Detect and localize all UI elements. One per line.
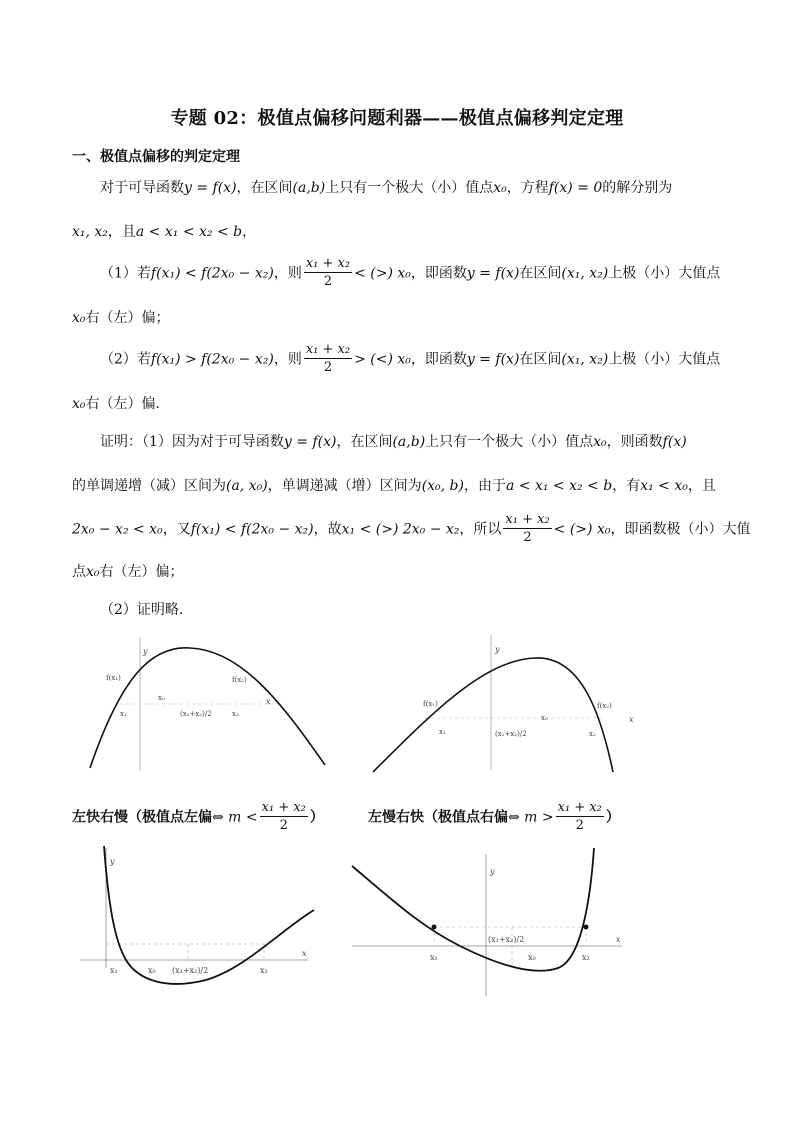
x-label: x	[266, 697, 271, 706]
caption-text: ）	[605, 809, 620, 826]
math-expr: < (>) x₀	[553, 521, 611, 538]
math-expr: y = f(x)	[466, 351, 520, 368]
intro-line-2	[72, 222, 256, 242]
proof-text: ，则函数	[606, 434, 663, 450]
fraction	[503, 512, 551, 547]
math-expr: < (>) x₀	[354, 265, 411, 282]
item-text: 右（左）偏；	[85, 310, 170, 326]
x-label: x	[302, 949, 307, 958]
fraction	[556, 800, 604, 835]
item1-line-2	[72, 308, 170, 328]
math-expr: ⇔ m <	[212, 809, 258, 826]
caption-left	[72, 800, 324, 835]
fraction-denominator: 2	[323, 360, 333, 375]
item-text: （1）若	[100, 265, 151, 282]
math-expr: f(x)	[662, 434, 687, 450]
x0-label: x₀	[541, 714, 548, 722]
item-text: 在区间	[519, 351, 562, 368]
proof-text: ，有	[612, 478, 641, 494]
fx1-label: f(x₁)	[423, 700, 438, 708]
page-title: 专题 02：极值点偏移问题利器——极值点偏移判定定理	[170, 108, 624, 129]
intro-text: ，在区间	[236, 180, 293, 196]
x2-label: x₂	[589, 730, 596, 738]
caption-text: 左慢右快（极值点右偏	[368, 809, 508, 826]
curve	[373, 658, 613, 772]
x-label: x	[616, 935, 621, 944]
item-text: ，则	[273, 265, 302, 282]
fraction-denominator: 2	[323, 274, 333, 289]
fraction-numerator: x₁ + x₂	[305, 342, 351, 357]
proof-text: 点	[72, 564, 86, 580]
fraction-denominator: 2	[575, 818, 584, 833]
x1-label: x₁	[120, 710, 127, 718]
intro-line-1	[100, 178, 672, 198]
figure-3	[76, 840, 326, 975]
x2-label: x₂	[582, 953, 590, 962]
y-label: y	[143, 647, 148, 656]
proof-text: ，在区间	[336, 434, 393, 450]
math-expr: (x₁, x₂)	[561, 265, 609, 282]
x-label: x	[629, 715, 634, 724]
item-text: ，则	[273, 351, 302, 368]
proof-line-5: （2）证明略.	[100, 602, 184, 618]
fraction	[304, 256, 352, 291]
intro-text: ，	[242, 224, 257, 240]
proof-text: 上只有一个极大（小）值点	[425, 434, 594, 450]
item-text: 上极（小）大值点	[608, 351, 721, 368]
proof-line-2	[72, 476, 716, 496]
fraction-denominator: 2	[523, 530, 532, 545]
x2-label: x₂	[232, 710, 239, 718]
math-expr: x₀	[72, 396, 86, 412]
y-label: y	[495, 645, 500, 654]
caption-right	[368, 800, 620, 835]
math-expr: x₁, x₂	[72, 224, 108, 240]
math-expr: ⇔ m >	[508, 809, 554, 826]
x2-label: x₂	[260, 966, 268, 975]
item-text: ，即函数	[410, 351, 467, 368]
item-text: ，即函数	[410, 265, 467, 282]
x1-label: x₁	[439, 728, 446, 736]
item-text: 右（左）偏.	[85, 396, 160, 412]
math-expr: a < x₁ < x₂ < b	[505, 478, 613, 494]
proof-line-1	[100, 432, 687, 452]
proof-text: ，故	[313, 521, 342, 538]
curve	[104, 846, 314, 984]
intro-text: 上只有一个极大（小）值点	[325, 180, 494, 196]
caption-text: ）	[309, 809, 324, 826]
caption-text: 左快右慢（极值点左偏	[72, 809, 212, 826]
proof-line-4	[72, 562, 184, 582]
proof-text: 的单调递增（减）区间为	[72, 478, 226, 494]
fraction-numerator: x₁ + x₂	[505, 512, 550, 527]
item2-line-2	[72, 394, 160, 414]
y-label: y	[110, 857, 115, 866]
point-x2	[584, 925, 589, 930]
item1-line-1	[100, 256, 720, 291]
math-expr: (x₁, x₂)	[561, 351, 609, 368]
math-expr: x₀	[593, 434, 607, 450]
math-expr: (a,b)	[392, 434, 426, 450]
proof-text: ，所以	[459, 521, 502, 538]
fraction	[260, 800, 308, 835]
item-text: 在区间	[519, 265, 562, 282]
intro-text: ，方程	[506, 180, 549, 196]
math-expr: f(x₁) > f(2x₀ − x₂)	[150, 351, 274, 368]
fraction	[304, 342, 352, 377]
item2-line-1	[100, 342, 720, 377]
math-expr: y = f(x)	[283, 434, 337, 450]
proof-line-3	[72, 512, 750, 547]
proof-text: ，且	[687, 478, 716, 494]
x0-label: x₀	[148, 966, 156, 975]
math-expr: x₁ < (>) 2x₀ − x₂	[341, 521, 460, 538]
math-expr: f(x) = 0	[548, 180, 603, 196]
math-expr: (x₀, b)	[421, 478, 464, 494]
figure-2	[365, 630, 645, 780]
math-expr: x₀	[86, 564, 100, 580]
math-expr: a < x₁ < x₂ < b	[135, 224, 243, 240]
math-expr: f(x₁) < f(2x₀ − x₂)	[190, 521, 314, 538]
x0-label: x₀	[528, 953, 536, 962]
curve	[90, 648, 325, 768]
proof-text: 证明：（1）因为对于可导函数	[100, 434, 284, 450]
proof-text: ，即函数极（小）大值	[610, 521, 751, 538]
midpoint-label: (x₁+x₂)/2	[488, 935, 525, 944]
section-heading: 一、极值点偏移的判定定理	[72, 149, 240, 165]
figure-4	[350, 846, 635, 1001]
midpoint-label: (x₁+x₂)/2	[180, 710, 212, 718]
curve	[352, 848, 594, 971]
x1-label: x₁	[110, 966, 118, 975]
math-expr: 2x₀ − x₂ < x₀	[72, 521, 163, 538]
midpoint-label: (x₁+x₂)/2	[172, 966, 209, 975]
proof-text: 右（左）偏；	[99, 564, 184, 580]
fraction-numerator: x₁ + x₂	[305, 256, 351, 271]
fraction-numerator: x₁ + x₂	[557, 800, 602, 815]
math-expr: > (<) x₀	[354, 351, 411, 368]
item-text: （2）若	[100, 351, 151, 368]
math-expr: x₀	[72, 310, 86, 326]
fx2-label: f(x₂)	[597, 702, 612, 710]
math-expr: f(x₁) < f(2x₀ − x₂)	[150, 265, 274, 282]
proof-text: ，单调递减（增）区间为	[267, 478, 422, 494]
x1-label: x₁	[430, 953, 438, 962]
intro-text: ，且	[107, 224, 136, 240]
figure-1	[80, 630, 340, 780]
x0-label: x₀	[158, 694, 165, 702]
y-label: y	[490, 867, 495, 876]
math-expr: y = f(x)	[184, 180, 237, 196]
fraction-numerator: x₁ + x₂	[261, 800, 306, 815]
math-expr: (a, x₀)	[226, 478, 268, 494]
intro-text: 对于可导函数	[100, 180, 184, 196]
math-expr: (a,b)	[292, 180, 326, 196]
fx1-label: f(x₁)	[106, 674, 121, 682]
math-expr: y = f(x)	[466, 265, 520, 282]
midpoint-label: (x₁+x₂)/2	[495, 730, 527, 738]
fx2-label: f(x₂)	[232, 676, 247, 684]
intro-text: 的解分别为	[602, 180, 673, 196]
math-expr: x₁ < x₀	[640, 478, 688, 494]
item-text: 上极（小）大值点	[608, 265, 721, 282]
fraction-denominator: 2	[279, 818, 288, 833]
point-x1	[432, 925, 437, 930]
math-expr: x₀	[493, 180, 507, 196]
proof-text: ，由于	[463, 478, 506, 494]
proof-text: ，又	[162, 521, 191, 538]
